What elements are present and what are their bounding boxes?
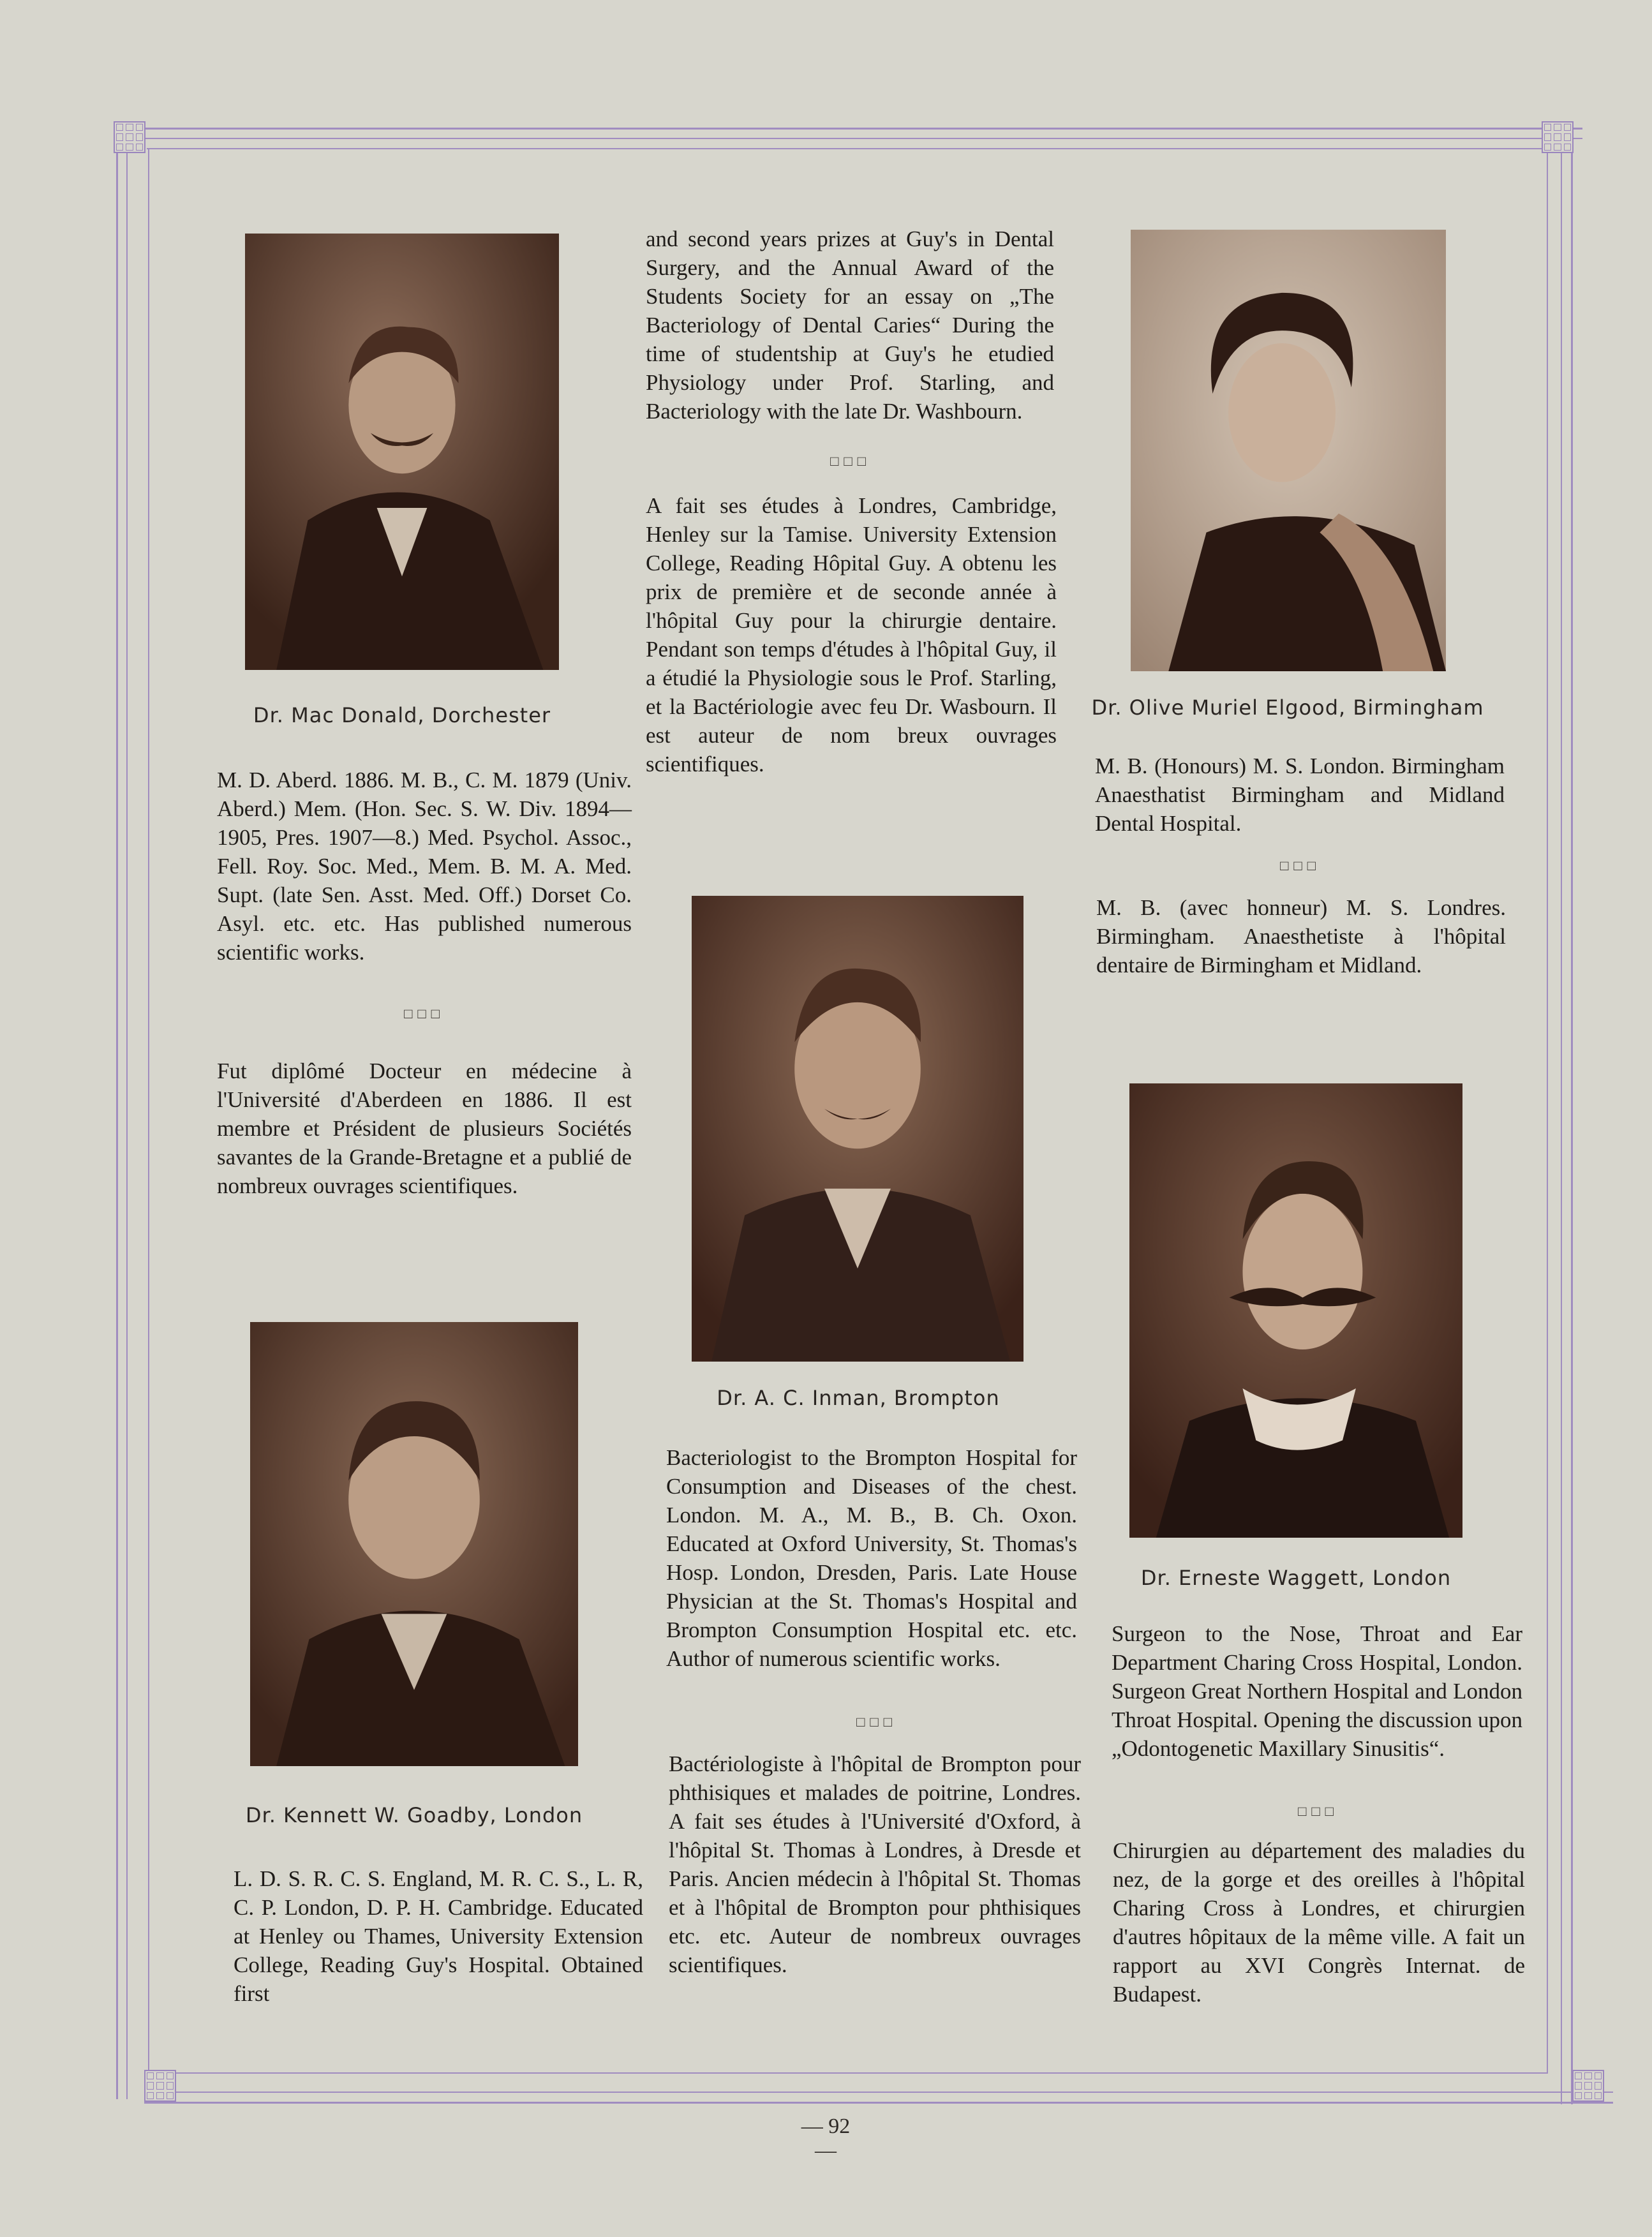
frame-top-line-outer xyxy=(114,128,1582,130)
separator-elgood: □□□ xyxy=(1280,858,1321,873)
separator-inman: □□□ xyxy=(856,1714,897,1730)
caption-goadby: Dr. Kennett W. Goadby, London xyxy=(245,1803,583,1827)
frame-bottom-line-inner xyxy=(144,2092,1613,2093)
caption-waggett: Dr. Erneste Waggett, London xyxy=(1140,1566,1452,1590)
portrait-image xyxy=(1129,1083,1462,1538)
frame-top-line-inner2 xyxy=(147,148,1548,149)
frame-left-line-inner xyxy=(126,128,128,2099)
frame-right-line-outer xyxy=(1571,153,1573,2104)
separator-waggett: □□□ xyxy=(1298,1803,1339,1819)
frame-corner-bottom-left xyxy=(144,2070,176,2102)
portrait-image xyxy=(1131,230,1446,671)
frame-right-line-inner2 xyxy=(1547,148,1548,2074)
frame-corner-bottom-right xyxy=(1572,2070,1604,2102)
separator-goadby: □□□ xyxy=(830,453,871,469)
portrait-image xyxy=(245,234,559,670)
portrait-photo-inman xyxy=(692,896,1023,1362)
page-number: — 92 — xyxy=(801,2114,851,2162)
frame-corner-top-left xyxy=(114,121,145,153)
frame-left-line-outer xyxy=(116,128,118,2099)
elgood-english-text: M. B. (Honours) M. S. London. Birmingham Anaesthatist Birmingham and Midland Dental Hospital. xyxy=(1095,754,1505,836)
separator-macdonald: □□□ xyxy=(404,1006,445,1022)
goadby-english-text-continued: and second years prizes at Guy's in Dental Surgery, and the Annual Award of the Students Society for an essay on „The Bacteriology of Dental Caries“ During the time of studentship at Guy's he etudied Physiology under Prof. Starling, and Bacteriology with the late Dr. Washbourn. xyxy=(646,227,1054,424)
frame-corner-top-right xyxy=(1542,121,1574,153)
portrait-photo-elgood xyxy=(1131,230,1446,671)
caption-inman: Dr. A. C. Inman, Brompton xyxy=(717,1386,1000,1410)
portrait-photo-waggett xyxy=(1129,1083,1462,1538)
portrait-image xyxy=(250,1322,578,1766)
caption-macdonald: Dr. Mac Donald, Dorchester xyxy=(253,703,551,727)
portrait-image xyxy=(692,896,1023,1362)
goadby-english-text-start: L. D. S. R. C. S. England, M. R. C. S., L. R, C. P. London, D. P. H. Cambridge. Educated at Henley ou Thames, University Extension College, Reading Guy's Hospital. Obtained first xyxy=(234,1866,643,2006)
waggett-french-text: Chirurgien au département des maladies du nez, de la gorge et des oreilles à l'hôpital Charing Cross à Londres, et chirurgien d'autres hôpitaux de la même ville. A fait un rapport au XVI Congrès Internat. de Budapest. xyxy=(1113,1838,1525,2007)
macdonald-french-text: Fut diplômé Docteur en médecine à l'Université d'Aberdeen en 1886. Il est membre et Président de plusieurs Sociétés savantes de la Grande-Bretagne et a publié de nombreux ouvrages scientifiques. xyxy=(217,1059,632,1198)
waggett-english-text: Surgeon to the Nose, Throat and Ear Department Charing Cross Hospital, London. Surgeon Great Northern Hospital and London Throat Hospital. Opening the discussion upon „Odontogenetic Maxillary Sinusitis“. xyxy=(1112,1621,1522,1761)
frame-right-line-inner xyxy=(1561,153,1562,2104)
frame-left-line-inner2 xyxy=(148,148,149,2074)
elgood-french-text: M. B. (avec honneur) M. S. Londres. Birmingham. Anaesthetiste à l'hôpital dentaire de Birmingham et Midland. xyxy=(1096,895,1506,977)
goadby-french-text: A fait ses études à Londres, Cambridge, Henley sur la Tamise. University Extension College, Reading Hôpital Guy. A obtenu les prix de première et de seconde année à l'hôpital Guy pour la chirurgie dentaire. Pendant son temps d'études à l'hôpital Guy, il a étudié la Physiologie sous le Prof. Starling, et la Bactériologie avec feu Dr. Wasbourn. Il est auteur de nom breux ouvrages scientifiques. xyxy=(646,493,1057,777)
inman-french-text: Bactériologiste à l'hôpital de Brompton pour phthisiques et malades de poitrine, Londres. A fait ses études à l'Université d'Oxford, à l'hôpital St. Thomas à Londres, à Dresde et Paris. Ancien médecin à l'hôpital St. Thomas et à l'hôpital de Brompton pour phthisiques etc. etc. Auteur de nombreux ouvrages scientifiques. xyxy=(669,1751,1081,1977)
portrait-photo-goadby xyxy=(250,1322,578,1766)
frame-top-line-inner xyxy=(114,138,1582,139)
macdonald-english-text: M. D. Aberd. 1886. M. B., C. M. 1879 (Univ. Aberd.) Mem. (Hon. Sec. S. W. Div. 1894—1905, Pres. 1907—8.) Med. Psychol. Assoc., Fell. Roy. Soc. Med., Mem. B. M. A. Med. Supt. (late Sen. Asst. Med. Off.) Dorset Co. Asyl. etc. etc. Has published numerous scientific works. xyxy=(217,768,632,965)
portrait-photo-macdonald xyxy=(245,234,559,670)
frame-bottom-line-outer xyxy=(144,2102,1613,2104)
inman-english-text: Bacteriologist to the Brompton Hospital for Consumption and Diseases of the chest. London. M. A., M. B., B. Ch. Oxon. Educated at Oxford University, St. Thomas's Hosp. London, Dresden, Paris. Late House Physician at the St. Thomas's Hospital and Brompton Consumption Hospital etc. etc. Author of numerous scientific works. xyxy=(666,1445,1077,1671)
frame-bottom-line-inner2 xyxy=(147,2072,1548,2074)
caption-elgood: Dr. Olive Muriel Elgood, Birmingham xyxy=(1091,695,1484,720)
